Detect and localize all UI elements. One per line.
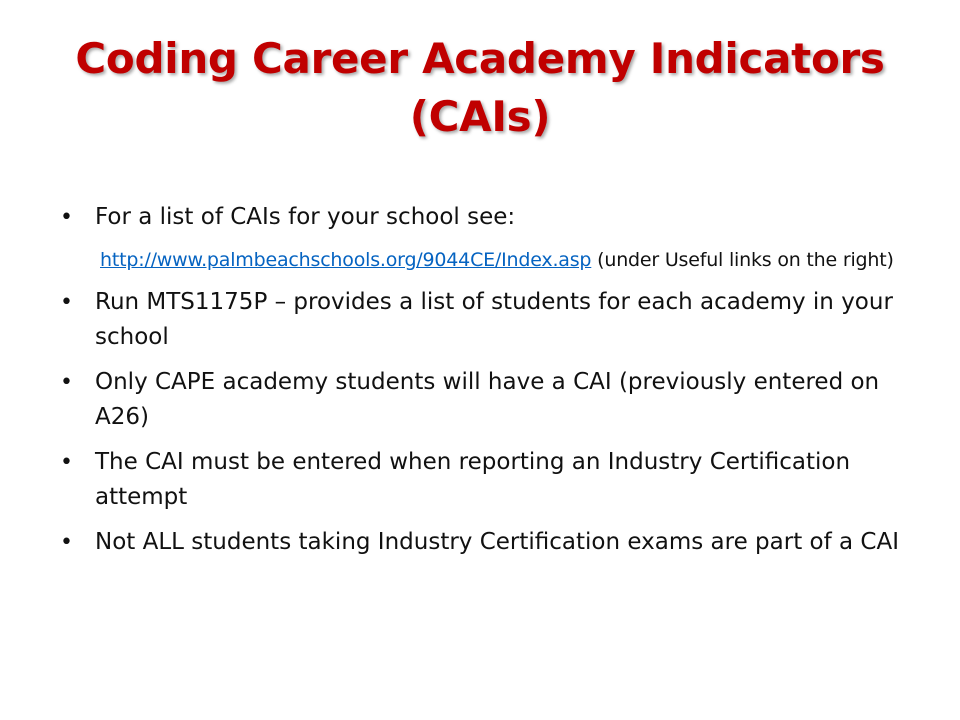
bullet-text: For a list of CAIs for your school see: bbox=[95, 204, 516, 230]
bullet-list bbox=[58, 200, 908, 570]
title-line-2: (CAIs) bbox=[409, 92, 551, 141]
bullet-text: The CAI must be entered when reporting an Industry Certification attempt bbox=[95, 449, 851, 510]
bullet-icon: • bbox=[60, 370, 73, 395]
slide-title bbox=[60, 30, 900, 146]
bullet-icon: • bbox=[60, 290, 73, 315]
bullet-item bbox=[58, 200, 908, 235]
bullet-item bbox=[58, 525, 908, 560]
bullet-text: Run MTS1175P – provides a list of students for each academy in your school bbox=[95, 289, 893, 350]
bullet-item bbox=[58, 445, 908, 515]
bullet-text: Not ALL students taking Industry Certification exams are part of a CAI bbox=[95, 529, 899, 555]
sub-item-text: (under Useful links on the right) bbox=[591, 249, 894, 271]
bullet-icon: • bbox=[60, 205, 73, 230]
title-line-1: Coding Career Academy Indicators bbox=[75, 34, 885, 83]
bullet-item bbox=[58, 285, 908, 355]
bullet-icon: • bbox=[60, 530, 73, 555]
palm-beach-link[interactable]: http://www.palmbeachschools.org/9044CE/Index.asp bbox=[100, 249, 592, 271]
bullet-icon: • bbox=[60, 450, 73, 475]
bullet-text: Only CAPE academy students will have a CAI (previously entered on A26) bbox=[95, 369, 880, 430]
bullet-item bbox=[58, 365, 908, 435]
sub-item bbox=[58, 245, 908, 275]
